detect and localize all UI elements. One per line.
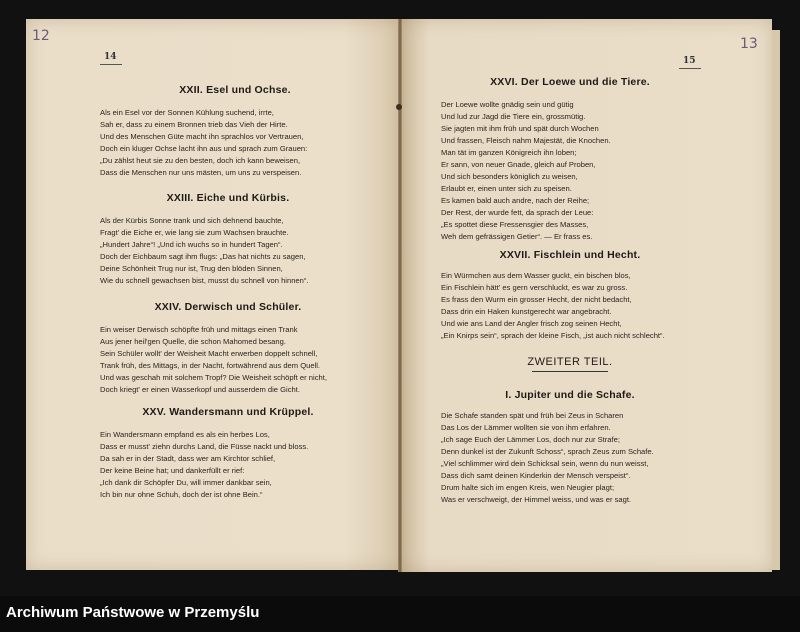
verse-line: Sein Schüler wollt' der Weisheit Macht erwerben doppelt schnell, — [100, 349, 318, 358]
right-archive-number: 13 — [740, 36, 758, 52]
poem-verse — [441, 410, 654, 506]
verse-line: Deine Schönheit Trug nur ist, Trug den blöden Sinnen, — [100, 264, 283, 273]
verse-line: „Ich dank dir Schöpfer Du, will immer dankbar sein, — [100, 478, 272, 487]
verse-line: Erlaubt er, einen unter sich zu speisen. — [441, 184, 572, 193]
verse-line: Dass dich samt deinen Kinderkin der Mensch verspeist“. — [441, 471, 631, 480]
section-title: XXV. Wandersmann und Krüppel. — [142, 406, 314, 418]
right-page-number-underline — [679, 68, 701, 69]
verse-line: Der Loewe wollte gnädig sein und gütig — [441, 100, 574, 109]
left-page-number-underline — [100, 64, 122, 65]
verse-line: Ich bin nur ohne Schuh, doch der ist ohne Bein.“ — [100, 490, 263, 499]
section-title: XXIII. Eiche und Kürbis. — [166, 192, 290, 204]
verse-line: Es frass den Wurm ein grosser Hecht, der nicht bedacht, — [441, 295, 632, 304]
archive-name: Archiwum Państwowe w Przemyślu — [6, 604, 260, 621]
verse-line: Ein weiser Derwisch schöpfte früh und mittags einen Trank — [100, 325, 298, 334]
verse-line: Aus jener heil'gen Quelle, die schon Mahomed besang. — [100, 337, 286, 346]
verse-line: Er sann, von neuer Gnade, gleich auf Proben, — [441, 160, 596, 169]
verse-line: Dass er musst' ziehn durchs Land, die Füsse nackt und bloss. — [100, 442, 309, 451]
section-title: XXIV. Derwisch und Schüler. — [154, 301, 302, 313]
verse-line: Da sah er in der Stadt, dass wer am Kirchtor schlief, — [100, 454, 276, 463]
binding-thread-mark — [396, 104, 402, 110]
poem-verse — [441, 99, 611, 243]
verse-line: Und sich besonders königlich zu weisen, — [441, 172, 578, 181]
verse-line: „Du zählst heut sie zu den besten, doch ich kann beweisen, — [100, 156, 301, 165]
verse-line: „Ein Knirps sein“, sprach der kleine Fisch, „ist auch nicht schlecht“. — [441, 331, 665, 340]
verse-line: Und was geschah mit solchem Tropf? Die Weisheit schöpft er nicht, — [100, 373, 327, 382]
section-title: XXVII. Fischlein und Hecht. — [499, 249, 641, 261]
verse-line: Drum halte sich im engen Kreis, wen Neugier plagt; — [441, 483, 615, 492]
poem-verse — [100, 215, 309, 287]
verse-line: Was er verschweigt, der Himmel weiss, und was er sagt. — [441, 495, 632, 504]
part-heading: ZWEITER TEIL. — [527, 356, 613, 368]
section-title: I. Jupiter und die Schafe. — [505, 389, 635, 401]
section-title: XXVI. Der Loewe und die Tiere. — [490, 76, 650, 88]
verse-line: Ein Fischlein hätt' es gern verschluckt, es war zu gross. — [441, 283, 628, 292]
verse-line: „Viel schlimmer wird dein Schicksal sein, wenn du nun weisst, — [441, 459, 649, 468]
verse-line: Weh dem gefrässigen Getier“. — Er frass es. — [441, 232, 593, 241]
left-page-number: 14 — [104, 52, 117, 62]
verse-line: Es kamen bald auch andre, nach der Reihe; — [441, 196, 590, 205]
verse-line: Dass die Menschen nur uns mästen, um uns zu verspeisen. — [100, 168, 302, 177]
verse-line: „Hundert Jahre“! „Und ich wuchs so in hundert Tagen“. — [100, 240, 283, 249]
verse-line: „Ich sage Euch der Lämmer Los, doch nur zur Strafe; — [441, 435, 620, 444]
archive-footer-bar — [0, 596, 800, 632]
verse-line: Das Los der Lämmer wollten sie von ihm erfahren. — [441, 423, 611, 432]
verse-line: Doch der Eichbaum sagt ihm flugs: „Das hat nichts zu sagen, — [100, 252, 306, 261]
left-archive-number: 12 — [32, 28, 50, 44]
verse-line: Sah er, dass zu einem Bronnen trieb das Vieh der Hirte. — [100, 120, 288, 129]
verse-line: Und frassen, Fleisch nahm Majestät, die Knochen. — [441, 136, 611, 145]
verse-line: Als der Kürbis Sonne trank und sich dehnend bauchte, — [100, 216, 284, 225]
book-spine — [398, 19, 402, 572]
verse-line: Man tät im ganzen Königreich ihn loben; — [441, 148, 577, 157]
verse-line: „Es spottet diese Fressensgier des Masses, — [441, 220, 589, 229]
verse-line: Trank früh, des Mittags, in der Nacht, fortwährend aus dem Quell. — [100, 361, 321, 370]
verse-line: Doch ein kluger Ochse lacht ihn aus und sprach zum Grauen: — [100, 144, 308, 153]
verse-line: Der Rest, der wurde fett, da sprach der Leue: — [441, 208, 594, 217]
poem-verse — [441, 270, 665, 342]
verse-line: Die Schafe standen spät und früh bei Zeus in Scharen — [441, 411, 624, 420]
verse-line: Der keine Beine hat; und dankerfüllt er rief: — [100, 466, 245, 475]
verse-line: Ein Wandersmann empfand es als ein herbes Los, — [100, 430, 270, 439]
verse-line: Fragt' die Eiche er, wie lang sie zum Wachsen brauchte. — [100, 228, 289, 237]
poem-verse — [100, 429, 308, 501]
verse-line: Und wie ans Land der Angler frisch zog seinen Hecht, — [441, 319, 622, 328]
verse-line: Als ein Esel vor der Sonnen Kühlung suchend, irrte, — [100, 108, 274, 117]
verse-line: Dass drin ein Haken kunstgerecht war angebracht. — [441, 307, 612, 316]
section-title: XXII. Esel und Ochse. — [179, 84, 291, 96]
verse-line: Und lud zur Jagd die Tiere ein, grossmütig. — [441, 112, 586, 121]
right-page-number: 15 — [683, 56, 696, 66]
verse-line: Und des Menschen Güte macht ihn sprachlos vor Vertrauen, — [100, 132, 304, 141]
part-heading-underline — [532, 371, 608, 372]
verse-line: Ein Würmchen aus dem Wasser guckt, ein bischen blos, — [441, 271, 631, 280]
verse-line: Denn dunkel ist der Zukunft Schoss“, sprach Zeus zum Schafe. — [441, 447, 654, 456]
verse-line: Wie du schnell gewachsen bist, musst du schnell von hinnen“. — [100, 276, 309, 285]
verse-line: Sie jagten mit ihm früh und spät durch Wochen — [441, 124, 599, 133]
poem-verse — [100, 107, 307, 179]
poem-verse — [100, 324, 327, 396]
page-edge — [772, 30, 780, 570]
verse-line: Doch kriegt' er einen Wasserkopf und ausserdem die Gicht. — [100, 385, 300, 394]
